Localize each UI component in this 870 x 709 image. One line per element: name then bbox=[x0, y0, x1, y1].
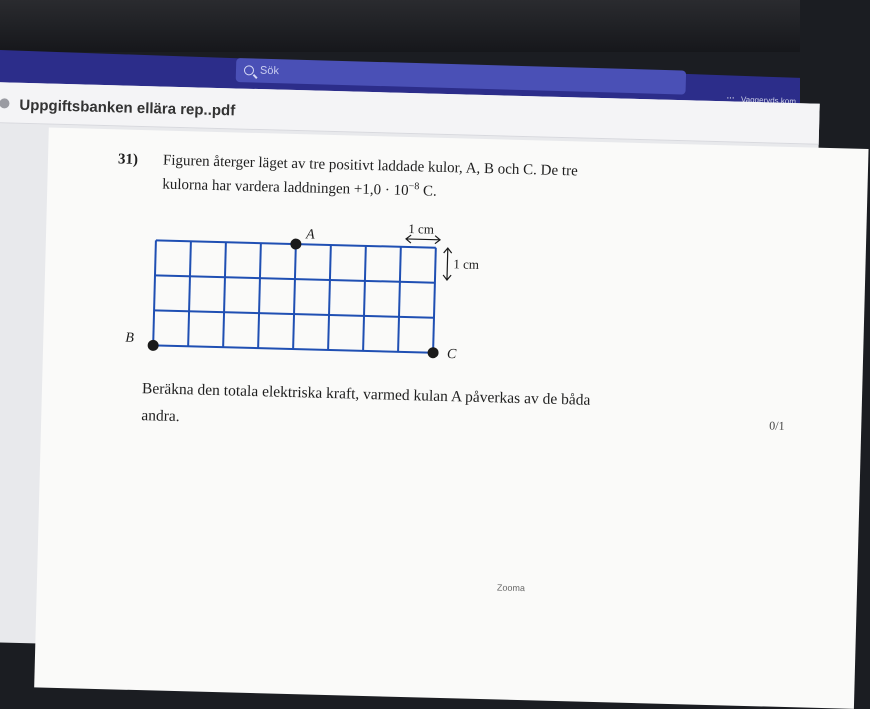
grid-line-vertical bbox=[363, 246, 366, 351]
charge-grid-figure bbox=[125, 202, 577, 373]
task-text-line1: Beräkna den totala elektriska kraft, varmed kulan A påverkas av de båda bbox=[141, 380, 591, 409]
more-options-icon[interactable]: ··· bbox=[726, 92, 734, 104]
search-placeholder: Sök bbox=[259, 64, 280, 78]
back-icon[interactable] bbox=[0, 98, 10, 108]
document-title: Uppgiftsbanken ellära rep..pdf bbox=[19, 96, 236, 120]
charge-label-b: B bbox=[125, 330, 135, 346]
zoom-button[interactable]: Zooma bbox=[496, 582, 526, 594]
charge-b bbox=[148, 340, 159, 351]
charge-label-a: A bbox=[305, 227, 315, 243]
charge-c bbox=[427, 347, 438, 358]
pdf-viewer bbox=[0, 82, 820, 664]
document-content bbox=[34, 128, 868, 709]
charge-a bbox=[290, 238, 301, 249]
charge-label-c: C bbox=[446, 347, 457, 363]
score-label: 0/1 bbox=[769, 418, 785, 433]
charge-exponent: −8 bbox=[408, 180, 420, 193]
charge-text: kulorna har vardera laddningen +1,0 · 10 bbox=[162, 176, 409, 199]
horizontal-scale-arrow bbox=[406, 239, 440, 240]
grid-line-vertical bbox=[433, 248, 436, 353]
grid-line-vertical bbox=[223, 242, 226, 347]
vertical-scale-label: 1 cm bbox=[453, 256, 480, 272]
grid-line-vertical bbox=[188, 241, 191, 346]
question-text-line1: Figuren återger läget av tre positivt laddade kulor, A, B och C. De tre bbox=[162, 152, 578, 180]
grid-line-vertical bbox=[293, 244, 296, 349]
question-number: 31) bbox=[117, 151, 139, 168]
task-text-line2: andra. bbox=[141, 407, 180, 426]
horizontal-scale-label: 1 cm bbox=[408, 221, 435, 237]
grid-line-vertical bbox=[153, 240, 156, 345]
vertical-scale-arrow bbox=[447, 248, 448, 280]
horizontal-scale bbox=[406, 221, 441, 244]
pdf-page bbox=[34, 128, 868, 709]
charge-unit: C. bbox=[419, 183, 437, 200]
grid-line-vertical bbox=[258, 243, 261, 348]
screen-bezel bbox=[0, 0, 800, 52]
grid-lines bbox=[153, 240, 436, 352]
question-text-line2 bbox=[162, 175, 437, 201]
grid-line-vertical bbox=[398, 247, 401, 352]
vertical-scale bbox=[443, 248, 479, 281]
organization-label: Vaggeryds kom bbox=[740, 95, 797, 106]
search-icon bbox=[244, 65, 254, 75]
grid-line-vertical bbox=[328, 245, 331, 350]
